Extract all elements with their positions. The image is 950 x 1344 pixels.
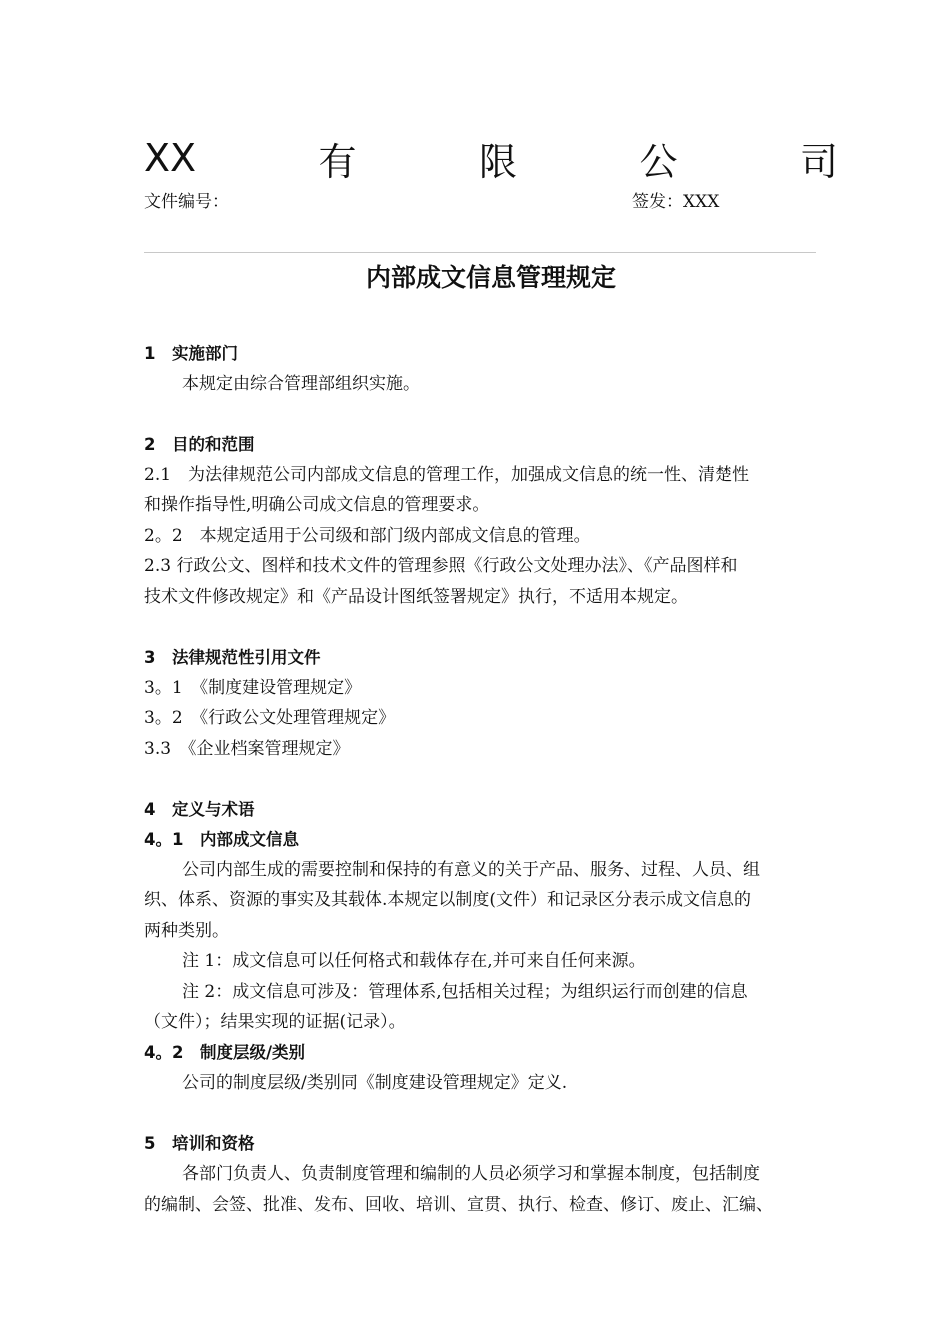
section-1-body: 本规定由综合管理部组织实施。 [182, 374, 420, 394]
section-4-2-body: 公司的制度层级/类别同《制度建设管理规定》定义. [182, 1073, 568, 1093]
section-2-2: 2。2 本规定适用于公司级和部门级内部成文信息的管理。 [144, 526, 591, 546]
section-2-1-line2: 和操作指导性,明确公司成文信息的管理要求。 [144, 495, 490, 515]
section-1-heading: 1 实施部门 [144, 344, 238, 363]
company-name-char: 司 [799, 139, 838, 184]
section-4-1-line3: 两种类别。 [144, 921, 229, 941]
section-5-line2: 的编制、会签、批准、发布、回收、培训、宣贯、执行、检查、修订、废止、汇编、 [144, 1195, 773, 1215]
section-2-1-line1: 2.1 为法律规范公司内部成文信息的管理工作，加强成文信息的统一性、清楚性 [144, 465, 750, 485]
section-4-1-line2: 织、体系、资源的事实及其载体.本规定以制度(文件）和记录区分表示成文信息的 [144, 890, 752, 910]
section-2-3-line1: 2.3 行政公文、图样和技术文件的管理参照《行政公文处理办法》、《产品图样和 [144, 556, 738, 576]
note-1: 注 1：成文信息可以任何格式和载体存在,并可来自任何来源。 [182, 951, 646, 971]
section-4-2-heading: 4。2 制度层级/类别 [144, 1043, 305, 1062]
section-2-3-line2: 技术文件修改规定》和《产品设计图纸签署规定》执行，不适用本规定。 [144, 587, 688, 607]
section-3-heading: 3 法律规范性引用文件 [144, 648, 321, 667]
section-2-heading: 2 目的和范围 [144, 435, 255, 454]
signer-label: 签发：XXX [632, 192, 720, 212]
document-title: 内部成文信息管理规定 [365, 263, 616, 292]
section-4-heading: 4 定义与术语 [144, 800, 255, 819]
section-5-heading: 5 培训和资格 [144, 1134, 255, 1153]
company-name-char: 公 [639, 139, 678, 184]
note-2-line2: （文件）；结果实现的证据(记录）。 [144, 1012, 406, 1032]
section-4-1-line1: 公司内部生成的需要控制和保持的有意义的关于产品、服务、过程、人员、组 [182, 860, 760, 880]
reference-item: 3。2 《行政公文处理管理规定》 [144, 708, 396, 728]
company-name-heading [144, 132, 838, 184]
section-5-line1: 各部门负责人、负责制度管理和编制的人员必须学习和掌握本制度，包括制度 [182, 1164, 760, 1184]
file-number-label: 文件编号： [144, 192, 229, 212]
reference-item: 3。1 《制度建设管理规定》 [144, 678, 362, 698]
company-name-char: XX [144, 136, 197, 180]
company-name-char: 有 [318, 139, 357, 184]
header-divider [144, 252, 816, 253]
reference-item: 3.3 《企业档案管理规定》 [144, 739, 350, 759]
section-4-1-heading: 4。1 内部成文信息 [144, 830, 299, 849]
note-2-line1: 注 2：成文信息可涉及：管理体系,包括相关过程；为组织运行而创建的信息 [182, 982, 748, 1002]
company-name-char: 限 [479, 139, 518, 184]
